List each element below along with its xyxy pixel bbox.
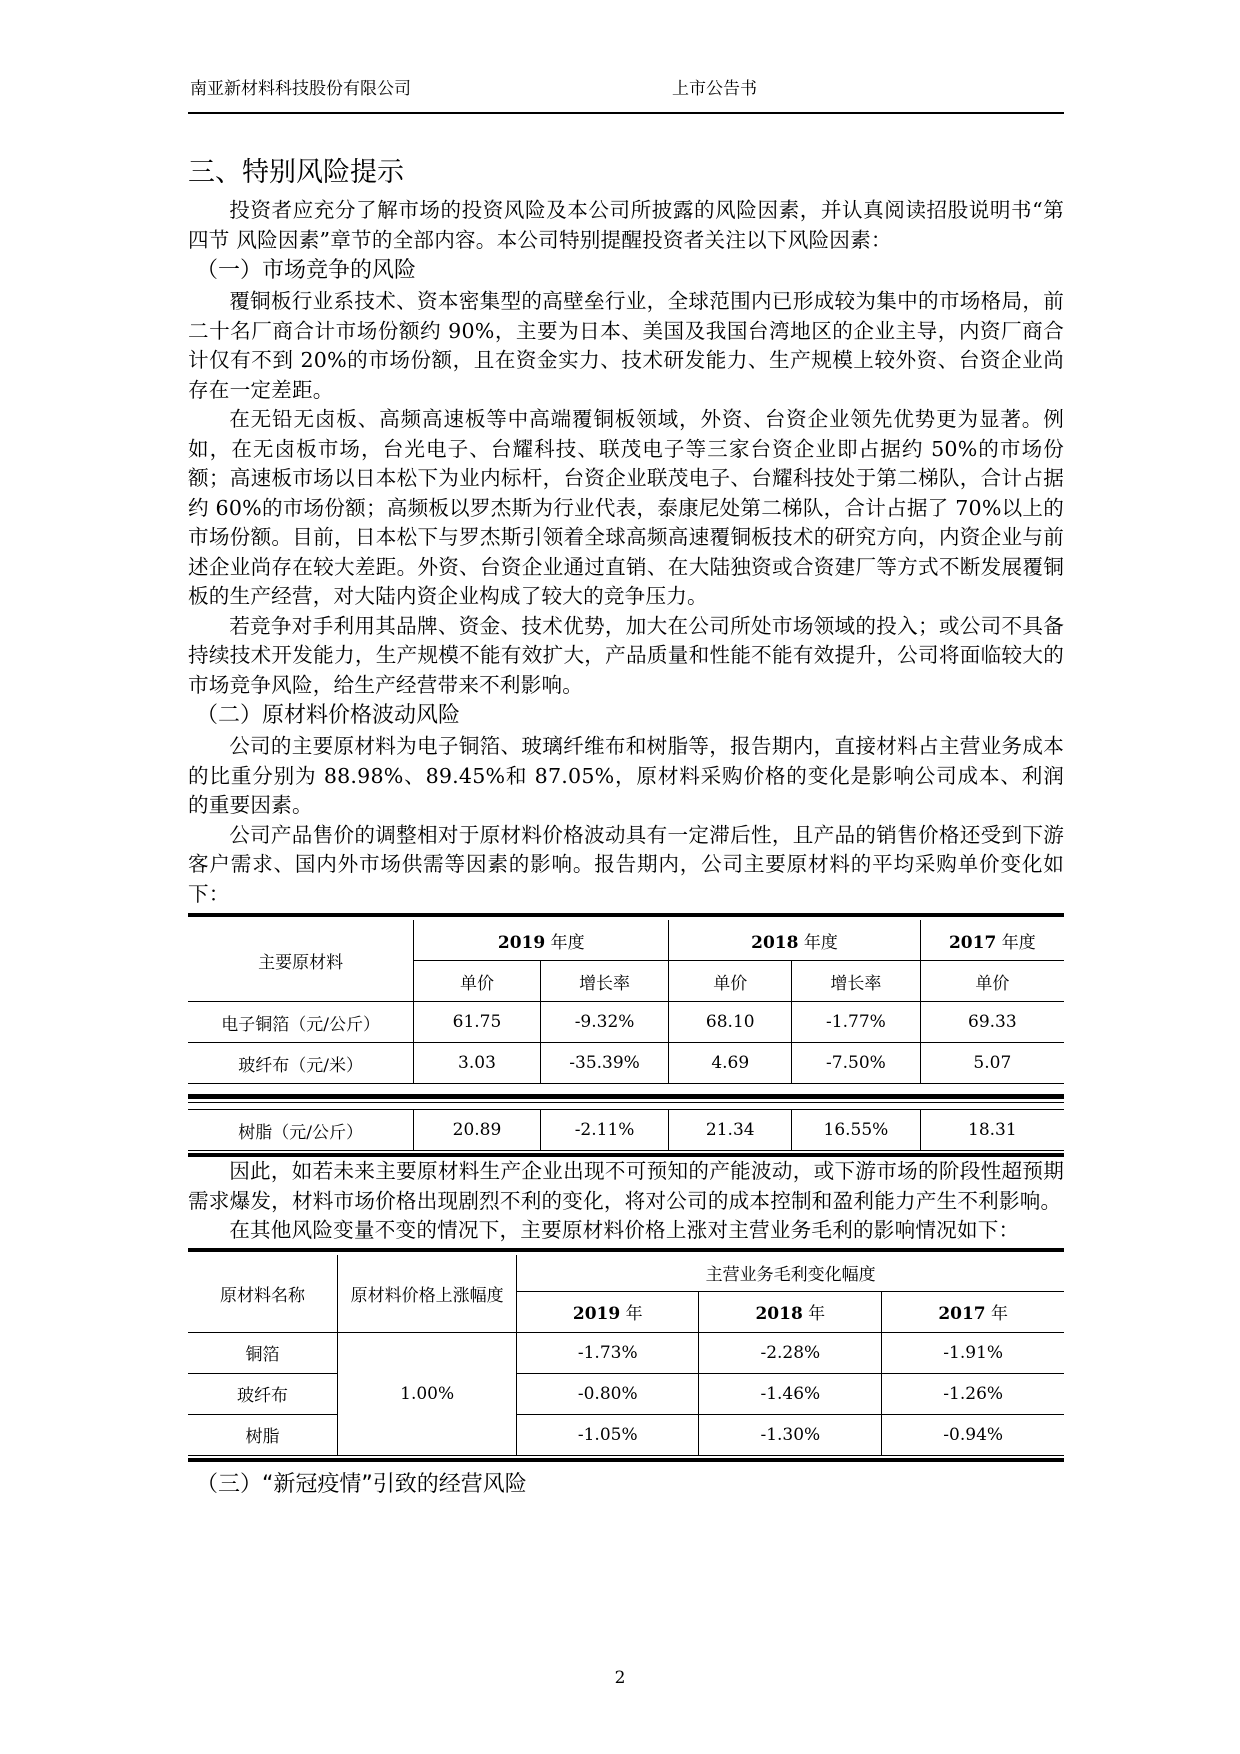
section-title: 三、特别风险提示 <box>188 157 404 188</box>
cell: 61.75 <box>414 1002 541 1043</box>
cell: 16.55% <box>792 1110 921 1151</box>
row-name: 树脂 <box>188 1414 338 1455</box>
document-body <box>188 148 1064 1504</box>
table2-top-rule <box>188 1248 1064 1252</box>
header-2018: 2018 年度 <box>669 920 920 961</box>
material-paragraph-4: 在其他风险变量不变的情况下，主要原材料价格上涨对主营业务毛利的影响情况如下： <box>229 1218 1020 1242</box>
header-2017: 2017 年度 <box>920 920 1064 961</box>
price-table-continued <box>188 1109 1064 1151</box>
header-material: 主要原材料 <box>188 920 414 1002</box>
row-name: 树脂（元/公斤） <box>188 1110 414 1151</box>
header-doc-type: 上市公告书 <box>672 79 757 99</box>
cell: 21.34 <box>669 1110 792 1151</box>
market-paragraph-2: 在无铅无卤板、高频高速板等中高端覆铜板领域，外资、台资企业领先优势更为显著。例如，在无卤板市场，台光电子、台耀科技、联茂电子等三家台资企业即占据约 50%的市场份额；高速板市场以日本松下为业内标杆，台资企业联茂电子、台耀科技处于第二梯队，合计占据约 60%的市场份额；高频板以罗杰斯为行业代表，泰康尼处第二梯队，合计占据了 70%以上的市场份额。目前，日本松下与罗杰斯引领着全球高频高速覆铜板技术的研究方向，内资企业与前述企业尚存在较大差距。外资、台资企业通过直销、在大陆独资或合资建厂等方式不断发展覆铜板的生产经营，对大陆内资企业构成了较大的竞争压力。 <box>188 407 1064 608</box>
material-paragraph-2: 公司产品售价的调整相对于原材料价格波动具有一定滞后性，且产品的销售价格还受到下游客户需求、国内外市场供需等因素的影响。报告期内，公司主要原材料的平均采购单价变化如下： <box>188 822 1064 906</box>
header-company: 南亚新材料科技股份有限公司 <box>190 79 411 99</box>
price-table <box>188 920 1064 1084</box>
cell: -0.94% <box>882 1414 1064 1455</box>
subsection-title-material: （二）原材料价格波动风险 <box>196 703 461 728</box>
cell: -7.50% <box>792 1043 921 1084</box>
rise-value: 1.00% <box>338 1332 517 1455</box>
header-2019: 2019 年 <box>517 1291 699 1332</box>
header-rule <box>188 112 1064 114</box>
header-2017: 2017 年 <box>882 1291 1064 1332</box>
cell: -35.39% <box>540 1043 669 1084</box>
cell: -1.26% <box>882 1373 1064 1414</box>
cell: -1.91% <box>882 1332 1064 1373</box>
row-name: 玻纤布（元/米） <box>188 1043 414 1084</box>
cell: -0.80% <box>517 1373 699 1414</box>
subheader-growth-2019: 增长率 <box>540 961 669 1002</box>
header-change: 主营业务毛利变化幅度 <box>517 1255 1064 1292</box>
header-2018: 2018 年 <box>699 1291 882 1332</box>
cell: 5.07 <box>920 1043 1064 1084</box>
subheader-price-2017: 单价 <box>920 961 1064 1002</box>
table-header-row <box>188 920 1064 961</box>
cell: -1.77% <box>792 1002 921 1043</box>
table-row <box>188 1110 1064 1151</box>
cell: -1.46% <box>699 1373 882 1414</box>
row-name: 玻纤布 <box>188 1373 338 1414</box>
material-paragraph-3: 因此，如若未来主要原材料生产企业出现不可预知的产能波动，或下游市场的阶段性超预期需求爆发，材料市场价格出现剧烈不利的变化，将对公司的成本控制和盈利能力产生不利影响。 <box>188 1159 1064 1213</box>
subsection-title-market: （一）市场竞争的风险 <box>196 258 417 283</box>
row-name: 电子铜箔（元/公斤） <box>188 1002 414 1043</box>
cell: 20.89 <box>414 1110 541 1151</box>
margin-table <box>188 1255 1064 1456</box>
table1-mid-rule-thin <box>188 1102 1064 1103</box>
cell: -1.05% <box>517 1414 699 1455</box>
table-row <box>188 1002 1064 1043</box>
cell: -1.73% <box>517 1332 699 1373</box>
cell: 69.33 <box>920 1002 1064 1043</box>
table-row <box>188 1414 1064 1455</box>
cell: -9.32% <box>540 1002 669 1043</box>
cell: 18.31 <box>920 1110 1064 1151</box>
cell: -2.28% <box>699 1332 882 1373</box>
table-header-row <box>188 1255 1064 1292</box>
cell: -1.30% <box>699 1414 882 1455</box>
table-row <box>188 1332 1064 1373</box>
cell: -2.11% <box>540 1110 669 1151</box>
page-number: 2 <box>614 1668 626 1688</box>
subheader-price-2019: 单价 <box>414 961 541 1002</box>
table2-bottom-rule <box>188 1458 1064 1462</box>
market-paragraph-1: 覆铜板行业系技术、资本密集型的高壁垒行业，全球范围内已形成较为集中的市场格局，前二十名厂商合计市场份额约 90%，主要为日本、美国及我国台湾地区的企业主导，内资厂商合计仅有不到 20%的市场份额，且在资金实力、技术研发能力、生产规模上较外资、台资企业尚存在一定差距。 <box>188 289 1064 402</box>
cell: 68.10 <box>669 1002 792 1043</box>
table-row <box>188 1373 1064 1414</box>
table1-top-rule <box>188 913 1064 917</box>
table1-mid-rule <box>188 1094 1064 1099</box>
header-name: 原材料名称 <box>188 1255 338 1333</box>
row-name: 铜箔 <box>188 1332 338 1373</box>
subheader-growth-2018: 增长率 <box>792 961 921 1002</box>
cell: 3.03 <box>414 1043 541 1084</box>
material-paragraph-1: 公司的主要原材料为电子铜箔、玻璃纤维布和树脂等，报告期内，直接材料占主营业务成本的比重分别为 88.98%、89.45%和 87.05%，原材料采购价格的变化是影响公司成本、利润的重要因素。 <box>188 734 1064 817</box>
market-paragraph-3: 若竞争对手利用其品牌、资金、技术优势，加大在公司所处市场领域的投入；或公司不具备持续技术开发能力，生产规模不能有效扩大，产品质量和性能不能有效提升，公司将面临较大的市场竞争风险，给生产经营带来不利影响。 <box>188 613 1064 697</box>
table-row <box>188 1043 1064 1084</box>
subsection-title-covid: （三）“新冠疫情”引致的经营风险 <box>196 1471 527 1497</box>
header-rise: 原材料价格上涨幅度 <box>338 1255 517 1333</box>
cell: 4.69 <box>669 1043 792 1084</box>
intro-paragraph: 投资者应充分了解市场的投资风险及本公司所披露的风险因素，并认真阅读招股说明书“第四节 风险因素”章节的全部内容。本公司特别提醒投资者关注以下风险因素： <box>188 198 1064 252</box>
subheader-price-2018: 单价 <box>669 961 792 1002</box>
header-2019: 2019 年度 <box>414 920 669 961</box>
